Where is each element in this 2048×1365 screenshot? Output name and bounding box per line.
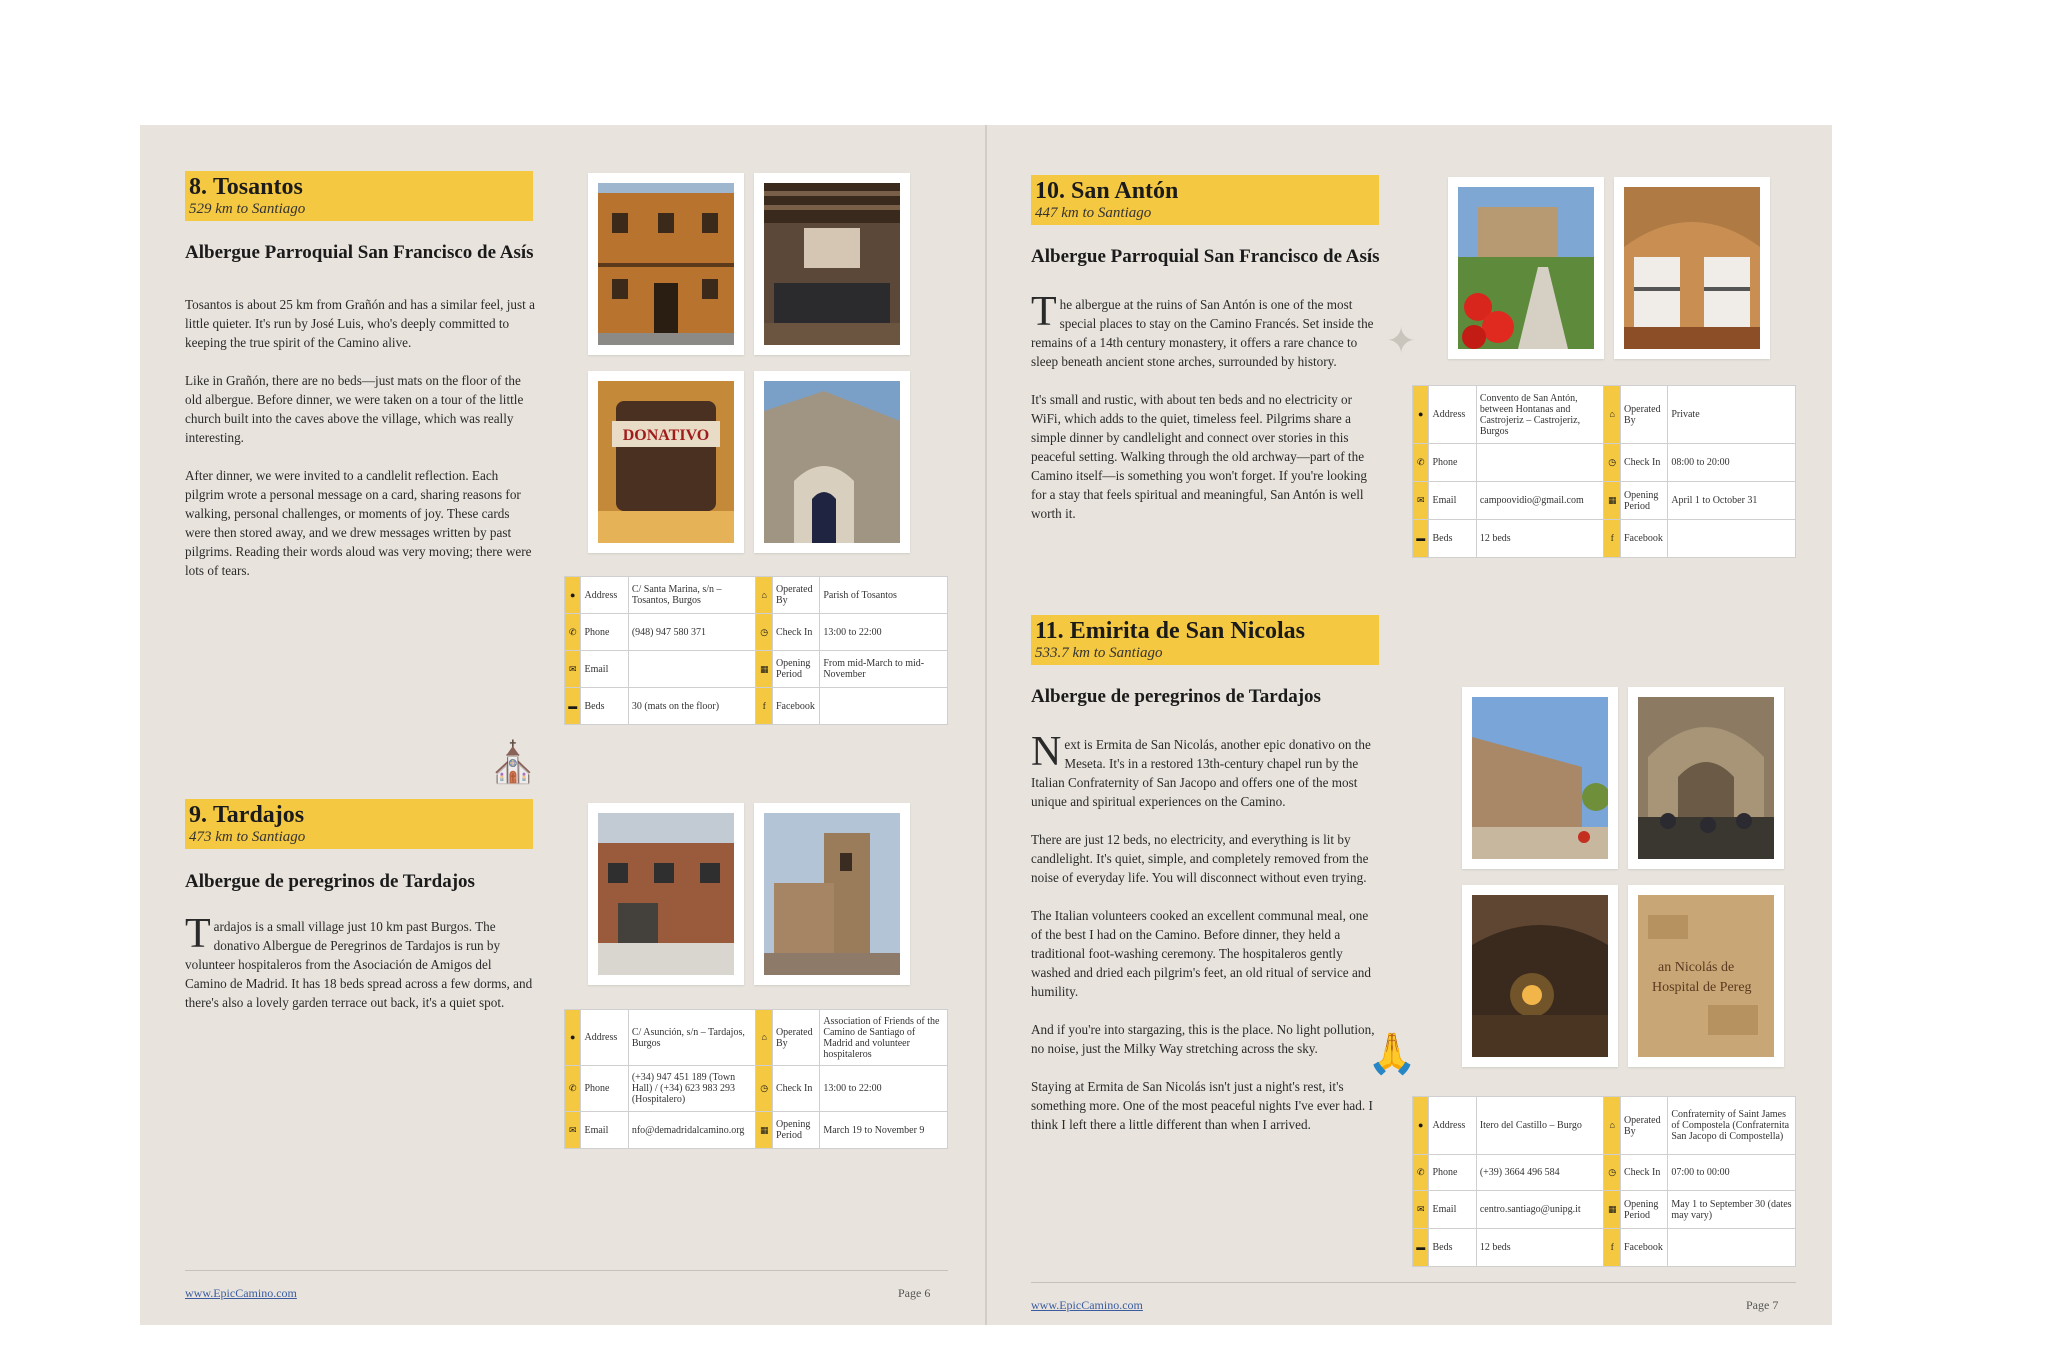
facebook-icon: f — [756, 688, 772, 725]
table-row — [1413, 1097, 1796, 1155]
map-pin-icon: ● — [1413, 1097, 1429, 1155]
info-value: (+34) 947 451 189 (Town Hall) / (+34) 623 983 293 (Hospitalero) — [628, 1066, 756, 1112]
info-label: Operated By — [772, 577, 819, 614]
info-label: Address — [581, 577, 628, 614]
table-row — [565, 1010, 948, 1066]
footer-website-link[interactable]: www.EpicCamino.com — [185, 1286, 297, 1300]
paragraph: And if you're into stargazing, this is the place. No light pollution, no noise, just the Milky Way stretching across the sky. — [1031, 1022, 1375, 1056]
info-label: Opening Period — [1620, 1191, 1667, 1229]
map-pin-icon: ● — [565, 577, 581, 614]
albergue-info-table — [564, 1009, 948, 1149]
facebook-icon: f — [1604, 1229, 1620, 1267]
section-title: Tosantos — [213, 174, 303, 200]
info-value: Convento de San Antón, between Hontanas and Castrojeriz – Castrojeriz, Burgos — [1476, 386, 1604, 444]
photo-bunk-room — [1614, 177, 1770, 359]
info-value: Association of Friends of the Camino de Santiago of Madrid and volunteer hospitaleros — [820, 1010, 948, 1066]
clock-icon: ◷ — [756, 1066, 772, 1112]
photo-ermita-interior — [1628, 687, 1784, 869]
table-row — [1413, 520, 1796, 558]
info-label: Phone — [1429, 444, 1476, 482]
photo-albergue-facade — [588, 173, 744, 355]
donativo-box-image — [598, 381, 734, 543]
photo-albergue-building — [588, 803, 744, 985]
info-label: Facebook — [1620, 1229, 1667, 1267]
info-value[interactable] — [628, 651, 756, 688]
drop-cap: T — [1031, 289, 1057, 335]
table-row — [565, 1112, 948, 1149]
facebook-icon: f — [1604, 520, 1620, 558]
building-facade-image — [598, 183, 734, 345]
info-label: Operated By — [1620, 386, 1667, 444]
paragraph: There are just 12 beds, no electricity, and everything is lit by candlelight. It's quiet, simple, and completely removed from the noise of everyday life. You will disconnect without even trying. — [1031, 832, 1369, 885]
paragraph: ext is Ermita de San Nicolás, another epic donativo on the Meseta. It's in a restored 13th-century chapel run by the Italian Confraternity of San Jacopo and offers one of the most unique and spiritual experiences on the Camino. — [1031, 737, 1371, 809]
table-row — [565, 1066, 948, 1112]
section-body — [185, 911, 535, 1031]
table-row — [1413, 1191, 1796, 1229]
calendar-icon: ▦ — [1604, 1191, 1620, 1229]
info-value[interactable] — [820, 688, 948, 725]
albergue-title: Albergue de peregrinos de Tardajos — [185, 871, 475, 892]
building-icon: ⌂ — [756, 1010, 772, 1066]
section-number: 9. — [189, 802, 207, 828]
info-label: Phone — [1429, 1155, 1476, 1191]
info-label: Phone — [581, 614, 628, 651]
info-value: Private — [1668, 386, 1796, 444]
photo-hospital-sign — [1628, 885, 1784, 1067]
info-label: Check In — [1620, 444, 1667, 482]
info-label: Beds — [581, 688, 628, 725]
praying-hands-icon: 🙏 — [1367, 1031, 1417, 1076]
info-value: 12 beds — [1476, 1229, 1604, 1267]
info-value: Itero del Castillo – Burgo — [1476, 1097, 1604, 1155]
church-icon: ⛪ — [488, 740, 538, 785]
info-value: (+39) 3664 496 584 — [1476, 1155, 1604, 1191]
building-icon: ⌂ — [756, 577, 772, 614]
section-body — [1031, 729, 1381, 1153]
albergue-info-table — [1412, 385, 1796, 558]
info-label: Operated By — [772, 1010, 819, 1066]
info-label: Email — [581, 651, 628, 688]
paragraph: Like in Grañón, there are no beds—just mats on the floor of the old albergue. Before dinner, we were taken on a tour of the little church built into the caves above the village, which was really interesting. — [185, 373, 524, 445]
info-label: Email — [1429, 482, 1476, 520]
photo-san-anton-ruins — [1448, 177, 1604, 359]
info-value: (948) 947 580 371 — [628, 614, 756, 651]
section-number: 11. — [1035, 618, 1064, 644]
photo-ermita-exterior — [1462, 687, 1618, 869]
page-number: Page 6 — [898, 1286, 931, 1300]
book-spread — [140, 125, 1832, 1325]
info-value: 30 (mats on the floor) — [628, 688, 756, 725]
calendar-icon: ▦ — [1604, 482, 1620, 520]
envelope-icon: ✉ — [1413, 1191, 1429, 1229]
albergue-title: Albergue Parroquial San Francisco de Asís — [185, 242, 534, 263]
info-value: 12 beds — [1476, 520, 1604, 558]
cave-church-image — [764, 381, 900, 543]
section-header-san-nicolas — [1031, 615, 1379, 665]
page-number: Page 7 — [1746, 1298, 1779, 1312]
info-label: Opening Period — [772, 1112, 819, 1149]
compass-icon: ✦ — [1386, 321, 1417, 361]
photo-candlelit-dinner — [1462, 885, 1618, 1067]
page-left — [140, 125, 986, 1325]
table-row — [1413, 444, 1796, 482]
envelope-icon: ✉ — [1413, 482, 1429, 520]
albergue-info-table — [1412, 1096, 1796, 1267]
section-body — [185, 295, 535, 599]
info-label: Address — [581, 1010, 628, 1066]
clock-icon: ◷ — [1604, 1155, 1620, 1191]
info-label: Email — [1429, 1191, 1476, 1229]
clock-icon: ◷ — [1604, 444, 1620, 482]
brick-building-image — [598, 813, 734, 975]
table-row — [1413, 482, 1796, 520]
info-value — [1476, 444, 1604, 482]
info-value: C/ Santa Marina, s/n – Tosantos, Burgos — [628, 577, 756, 614]
paragraph: It's small and rustic, with about ten beds and no electricity or WiFi, which adds to the quiet, timeless feel. Pilgrims share a simple dinner by candlelight and connect over stories in this peaceful setting. Walking through the old archway—part of the Camino itself—is something you won't forget. If you're looking for a stay that feels spiritual and meaningful, San Antón is well worth it. — [1031, 392, 1367, 521]
page-right — [986, 125, 1832, 1325]
paragraph: he albergue at the ruins of San Antón is one of the most special places to stay on the Camino Francés. Set inside the remains of a 14th century monastery, it offers a rare chance to sleep beneath ancient stone arches, surrounded by history. — [1031, 297, 1374, 369]
info-value: 07:00 to 00:00 — [1668, 1155, 1796, 1191]
info-value[interactable]: centro.santiago@unipg.it — [1476, 1191, 1604, 1229]
info-label: Address — [1429, 386, 1476, 444]
table-row — [1413, 386, 1796, 444]
distance-to-santiago: 529 km to Santiago — [189, 201, 306, 217]
interior-beams-image — [764, 183, 900, 345]
bed-icon: ▬ — [565, 688, 581, 725]
albergue-title: Albergue Parroquial San Francisco de Asís — [1031, 246, 1380, 267]
table-row — [565, 651, 948, 688]
envelope-icon: ✉ — [565, 1112, 581, 1149]
envelope-icon: ✉ — [565, 651, 581, 688]
info-value: From mid-March to mid-November — [820, 651, 948, 688]
paragraph: The Italian volunteers cooked an excellent communal meal, one of the best I had on the Camino. Before dinner, they held a traditional foot-washing ceremony. The hospitaleros gently washed and dried each pilgrim's feet, an old ritual of service and humility. — [1031, 908, 1371, 999]
info-value: 13:00 to 22:00 — [820, 614, 948, 651]
phone-icon: ✆ — [1413, 1155, 1429, 1191]
table-row — [1413, 1229, 1796, 1267]
section-header-tardajos — [185, 799, 533, 849]
info-label: Beds — [1429, 1229, 1476, 1267]
info-value: 13:00 to 22:00 — [820, 1066, 948, 1112]
info-value[interactable]: nfo@demadridalcamino.org — [628, 1112, 756, 1149]
distance-to-santiago: 473 km to Santiago — [189, 829, 306, 845]
section-header-san-anton — [1031, 175, 1379, 225]
section-title: Tardajos — [213, 802, 305, 828]
bed-icon: ▬ — [1413, 520, 1429, 558]
albergue-title: Albergue de peregrinos de Tardajos — [1031, 686, 1321, 707]
info-value[interactable]: campoovidio@gmail.com — [1476, 482, 1604, 520]
info-value: 08:00 to 20:00 — [1668, 444, 1796, 482]
map-pin-icon: ● — [1413, 386, 1429, 444]
info-label: Check In — [1620, 1155, 1667, 1191]
chapel-exterior-image — [1472, 697, 1608, 859]
svg-text:an Nicolás de: an Nicolás de — [1658, 960, 1735, 975]
drop-cap: N — [1031, 729, 1062, 775]
phone-icon: ✆ — [1413, 444, 1429, 482]
table-row — [1413, 1155, 1796, 1191]
bunk-beds-image — [1624, 187, 1760, 349]
section-title: San Antón — [1071, 178, 1179, 204]
info-label: Check In — [772, 1066, 819, 1112]
info-value: March 19 to November 9 — [820, 1112, 948, 1149]
building-icon: ⌂ — [1604, 386, 1620, 444]
building-icon: ⌂ — [1604, 1097, 1620, 1155]
info-value: Confraternity of Saint James of Compostela (Confraternita San Jacopo di Compostella) — [1668, 1097, 1796, 1155]
photo-dormitory-interior — [754, 173, 910, 355]
footer-website-link[interactable]: www.EpicCamino.com — [1031, 1298, 1143, 1312]
info-value: April 1 to October 31 — [1668, 482, 1796, 520]
section-title: Emirita de San Nicolas — [1069, 618, 1306, 644]
info-label: Phone — [581, 1066, 628, 1112]
info-label: Check In — [772, 614, 819, 651]
table-row — [565, 614, 948, 651]
map-pin-icon: ● — [565, 1010, 581, 1066]
distance-to-santiago: 447 km to Santiago — [1035, 205, 1152, 221]
info-label: Operated By — [1620, 1097, 1667, 1155]
info-value[interactable] — [1668, 1229, 1796, 1267]
info-label: Opening Period — [1620, 482, 1667, 520]
svg-text:DONATIVO: DONATIVO — [622, 427, 710, 444]
drop-cap: T — [185, 911, 211, 957]
phone-icon: ✆ — [565, 1066, 581, 1112]
photo-cave-church — [754, 371, 910, 553]
info-label: Address — [1429, 1097, 1476, 1155]
photo-church-tower — [754, 803, 910, 985]
bed-icon: ▬ — [1413, 1229, 1429, 1267]
info-label: Beds — [1429, 520, 1476, 558]
info-value: C/ Asunción, s/n – Tardajos, Burgos — [628, 1010, 756, 1066]
ruins-poppies-image — [1458, 187, 1594, 349]
info-label: Facebook — [1620, 520, 1667, 558]
stone-sign-image — [1638, 895, 1774, 1057]
albergue-info-table — [564, 576, 948, 725]
footer-divider — [185, 1270, 948, 1271]
calendar-icon: ▦ — [756, 1112, 772, 1149]
section-number: 8. — [189, 174, 207, 200]
footer-divider — [1031, 1282, 1796, 1283]
paragraph: Tosantos is about 25 km from Grañón and has a similar feel, just a little quieter. It's run by José Luis, who's deeply committed to keeping the true spirit of the Camino alive. — [185, 297, 535, 350]
church-tower-image — [764, 813, 900, 975]
svg-text:Hospital de Pereg: Hospital de Pereg — [1652, 980, 1752, 995]
clock-icon: ◷ — [756, 614, 772, 651]
distance-to-santiago: 533.7 km to Santiago — [1035, 645, 1163, 661]
section-number: 10. — [1035, 178, 1065, 204]
info-value: Parish of Tosantos — [820, 577, 948, 614]
paragraph: Staying at Ermita de San Nicolás isn't just a night's rest, it's something more. One of the most peaceful nights I've ever had. I think I left there a little different than when I arrived. — [1031, 1079, 1373, 1132]
phone-icon: ✆ — [565, 614, 581, 651]
section-header-tosantos — [185, 171, 533, 221]
info-label: Facebook — [772, 688, 819, 725]
photo-donativo-box — [588, 371, 744, 553]
section-body — [1031, 289, 1381, 542]
chapel-interior-image — [1638, 697, 1774, 859]
info-value: May 1 to September 30 (dates may vary) — [1668, 1191, 1796, 1229]
info-label: Opening Period — [772, 651, 819, 688]
paragraph: After dinner, we were invited to a candlelit reflection. Each pilgrim wrote a personal message on a card, sharing reasons for walking, personal challenges, or moments of joy. These cards were then stored away, and we drew messages written by past pilgrims. Reading their words aloud was very moving; there were lots of tears. — [185, 468, 532, 578]
info-value[interactable] — [1668, 520, 1796, 558]
candlelight-dinner-image — [1472, 895, 1608, 1057]
calendar-icon: ▦ — [756, 651, 772, 688]
table-row — [565, 688, 948, 725]
table-row — [565, 577, 948, 614]
info-label: Email — [581, 1112, 628, 1149]
paragraph: ardajos is a small village just 10 km past Burgos. The donativo Albergue de Peregrinos de Tardajos is run by volunteer hospitaleros from the Asociación de Amigos del Camino de Madrid. It has 18 beds spread across a few dorms, and there's also a lovely garden terrace out back, it's a quiet spot. — [185, 919, 533, 1010]
